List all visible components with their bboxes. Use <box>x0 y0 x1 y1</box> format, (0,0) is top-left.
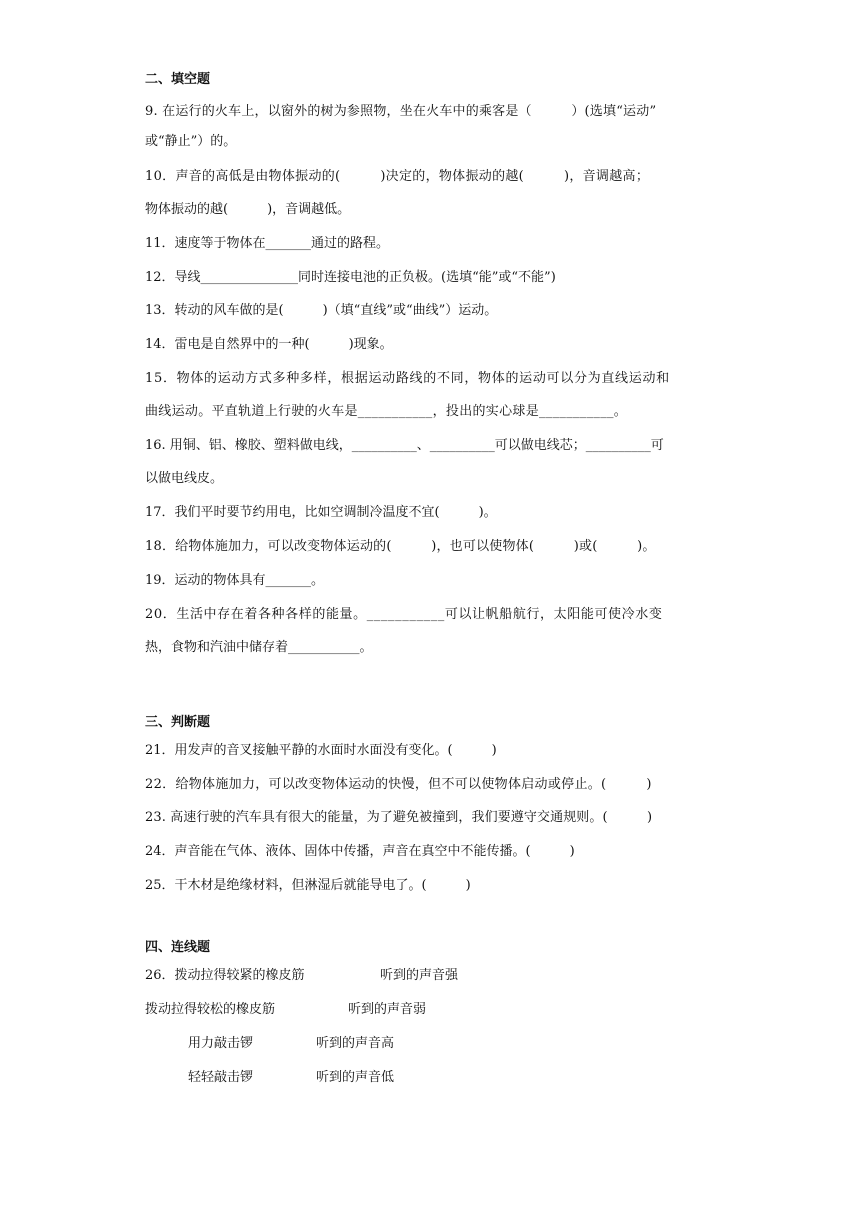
question-line: 23. 高速行驶的汽车具有很大的能量，为了避免被撞到，我们要遵守交通规则。( ) <box>145 810 653 825</box>
question-line: 15．物体的运动方式多种多样，根据运动路线的不同，物体的运动可以分为直线运动和 <box>145 371 670 386</box>
match-right-item: 听到的声音弱 <box>348 1002 427 1017</box>
question-line: 14．雷电是自然界中的一种( )现象。 <box>145 337 393 352</box>
question-line: 24．声音能在气体、液体、固体中传播，声音在真空中不能传播。( ) <box>145 844 575 859</box>
match-left-item: 拨动拉得较松的橡皮筋 <box>145 1002 276 1017</box>
match-right-item: 听到的声音强 <box>380 968 459 983</box>
match-left-item: 用力敲击锣 <box>188 1036 254 1051</box>
question-line: 以做电线皮。 <box>145 471 224 486</box>
question-line: 曲线运动。平直轨道上行驶的火车是___________，投出的实心球是___________。 <box>145 404 628 419</box>
question-line: 物体振动的越( )，音调越低。 <box>145 202 351 217</box>
section-title-match: 四、连线题 <box>145 940 211 955</box>
question-line: 16. 用铜、铝、橡胶、塑料做电线，__________、__________可以做电线芯；__________可 <box>145 438 664 453</box>
question-line: 18．给物体施加力，可以改变物体运动的( )，也可以使物体( )或( )。 <box>145 539 656 554</box>
match-right-item: 听到的声音高 <box>316 1036 395 1051</box>
match-left-item: 26．拨动拉得较紧的橡皮筋 <box>145 968 305 983</box>
question-line: 22．给物体施加力，可以改变物体运动的快慢，但不可以使物体启动或停止。( ) <box>145 777 652 792</box>
question-line: 21．用发声的音叉接触平静的水面时水面没有变化。( ) <box>145 743 497 758</box>
question-line: 或“静止”）的。 <box>145 134 237 149</box>
question-line: 11．速度等于物体在_______通过的路程。 <box>145 236 390 251</box>
question-line: 13．转动的风车做的是( )（填“直线”或“曲线”）运动。 <box>145 303 498 318</box>
question-line: 12．导线_______________同时连接电池的正负极。(选填“能”或“不能”) <box>145 270 556 285</box>
question-line: 17．我们平时要节约用电，比如空调制冷温度不宜( )。 <box>145 505 497 520</box>
question-line: 19．运动的物体具有_______。 <box>145 573 325 588</box>
section-title-judge: 三、判断题 <box>145 715 211 730</box>
question-line: 10．声音的高低是由物体振动的( )决定的，物体振动的越( )，音调越高； <box>145 169 650 184</box>
question-line: 25．干木材是绝缘材料，但淋湿后就能导电了。( ) <box>145 878 471 893</box>
section-title-fill-blank: 二、填空题 <box>145 72 211 87</box>
question-line: 热，食物和汽油中储存着___________。 <box>145 640 373 655</box>
question-line: 9. 在运行的火车上，以窗外的树为参照物，坐在火车中的乘客是（ ）(选填“运动” <box>145 104 657 119</box>
match-left-item: 轻轻敲击锣 <box>188 1070 254 1085</box>
question-line: 20．生活中存在着各种各样的能量。___________可以让帆船航行，太阳能可使冷水变 <box>145 607 663 622</box>
match-right-item: 听到的声音低 <box>316 1070 395 1085</box>
